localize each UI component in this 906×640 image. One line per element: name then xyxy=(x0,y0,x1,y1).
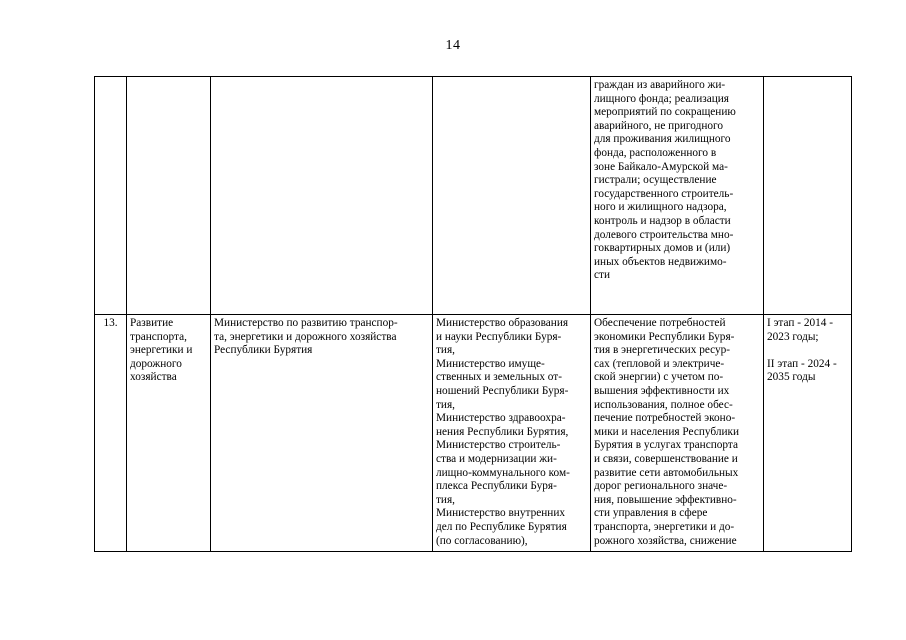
coexecutor-text-line: нения Республики Бурятия, xyxy=(436,425,569,438)
coexecutor-text-line: тия, xyxy=(436,398,456,411)
coexecutor-text-line: Министерство образования xyxy=(436,317,569,329)
program-name-line: транспорта, xyxy=(130,330,187,343)
coexecutor-text-line: и науки Республики Буря- xyxy=(436,330,562,343)
program-table xyxy=(94,76,852,552)
responsible-text-line: та, энергетики и дорожного хозяйства xyxy=(214,330,397,343)
targets-text-line: Обеспечение потребностей xyxy=(594,317,726,329)
coexecutor-text-line: лищно-коммунального ком- xyxy=(436,466,570,479)
targets-text-line: ного и жилищного надзора, xyxy=(594,201,727,214)
coexecutor-text-line: (по согласованию), xyxy=(436,534,528,547)
cell-coexecutors xyxy=(433,315,591,552)
cell-stages xyxy=(764,315,852,552)
targets-text-line: иных объектов недвижимо- xyxy=(594,255,727,268)
cell-number xyxy=(95,77,127,315)
stage-text-line: 2023 годы; xyxy=(767,330,819,343)
targets-text-line: рожного хозяйства, снижение xyxy=(594,534,737,547)
targets-text-line: контроль и надзор в области xyxy=(594,214,731,227)
cell-responsible xyxy=(211,315,433,552)
coexecutor-text-line: Министерство строитель- xyxy=(436,439,561,452)
targets-text-line: граждан из аварийного жи- xyxy=(594,79,726,91)
targets-text-line: тия в энергетических ресур- xyxy=(594,344,731,357)
stage-text-line: II этап - 2024 - xyxy=(767,357,837,370)
coexecutor-text-line: ношений Республики Буря- xyxy=(436,384,569,397)
targets-text-line: транспорта, энергетики и до- xyxy=(594,520,735,533)
coexecutor-text-line: ственных и земельных от- xyxy=(436,371,562,384)
cell-targets xyxy=(591,315,764,552)
coexecutor-text-line: плекса Республики Буря- xyxy=(436,480,557,493)
program-name-line: Развитие xyxy=(130,317,174,329)
cell-name xyxy=(127,315,211,552)
program-name-line: хозяйства xyxy=(130,371,177,384)
coexecutor-text-line: Министерство имуще- xyxy=(436,357,545,370)
targets-text-line: аварийного, не пригодного xyxy=(594,119,724,132)
cell-targets xyxy=(591,77,764,315)
stage-text-line: 2035 годы xyxy=(767,371,816,384)
targets-text-line: использования, полное обес- xyxy=(594,398,733,411)
responsible-text-line: Республики Бурятия xyxy=(214,344,313,357)
coexecutor-text-line: тия, xyxy=(436,344,456,357)
targets-text-line: сти xyxy=(594,269,610,282)
targets-text-line: развитие сети автомобильных xyxy=(594,466,739,479)
stage-text-line: I этап - 2014 - xyxy=(767,317,834,329)
targets-text-line: гистрали; осуществление xyxy=(594,174,717,187)
targets-text-line: государственного строитель- xyxy=(594,187,734,200)
targets-text-line: мероприятий по сокращению xyxy=(594,106,736,119)
targets-text-line: гоквартирных домов и (или) xyxy=(594,242,731,255)
coexecutor-text-line: Министерство внутренних xyxy=(436,507,566,520)
targets-text-line: печение потребностей эконо- xyxy=(594,412,736,425)
coexecutor-text-line: Министерство здравоохра- xyxy=(436,412,566,425)
targets-text-line: вышения эффективности их xyxy=(594,384,730,397)
cell-stages xyxy=(764,77,852,315)
targets-text-line: дорог регионального значе- xyxy=(594,480,728,493)
coexecutor-text-line: ства и модернизации жи- xyxy=(436,452,557,465)
targets-text-line: лищного фонда; реализация xyxy=(594,92,729,105)
program-name-line: энергетики и xyxy=(130,344,193,357)
targets-text-line: и связи, совершенствование и xyxy=(594,452,738,465)
targets-text-line: экономики Республики Буря- xyxy=(594,330,735,343)
targets-text-line: сах (тепловой и электриче- xyxy=(594,357,725,370)
table-row-13 xyxy=(95,315,852,552)
targets-text-line: ской энергии) с учетом по- xyxy=(594,371,724,384)
targets-text-line: зоне Байкало-Амурской ма- xyxy=(594,160,728,173)
targets-text-line: сти управления в сфере xyxy=(594,507,708,520)
cell-responsible xyxy=(211,77,433,315)
targets-text-line: для проживания жилищного xyxy=(594,133,731,146)
responsible-text-line: Министерство по развитию транспор- xyxy=(214,317,398,329)
targets-text-line: фонда, расположенного в xyxy=(594,146,717,159)
cell-number: 13. xyxy=(95,315,127,552)
coexecutor-text-line: тия, xyxy=(436,493,456,506)
targets-text-line: мики и населения Республики xyxy=(594,425,740,438)
coexecutor-text-line: дел по Республике Бурятия xyxy=(436,520,567,533)
targets-text-line: ния, повышение эффективно- xyxy=(594,493,737,506)
table-row-continuation xyxy=(95,77,852,315)
stage-text-line xyxy=(767,344,848,358)
cell-coexecutors xyxy=(433,77,591,315)
targets-text-line: Бурятия в услугах транспорта xyxy=(594,439,739,452)
targets-text-line: долевого строительства мно- xyxy=(594,228,734,241)
page-number: 14 xyxy=(445,38,461,53)
program-name-line: дорожного xyxy=(130,357,182,370)
cell-name xyxy=(127,77,211,315)
